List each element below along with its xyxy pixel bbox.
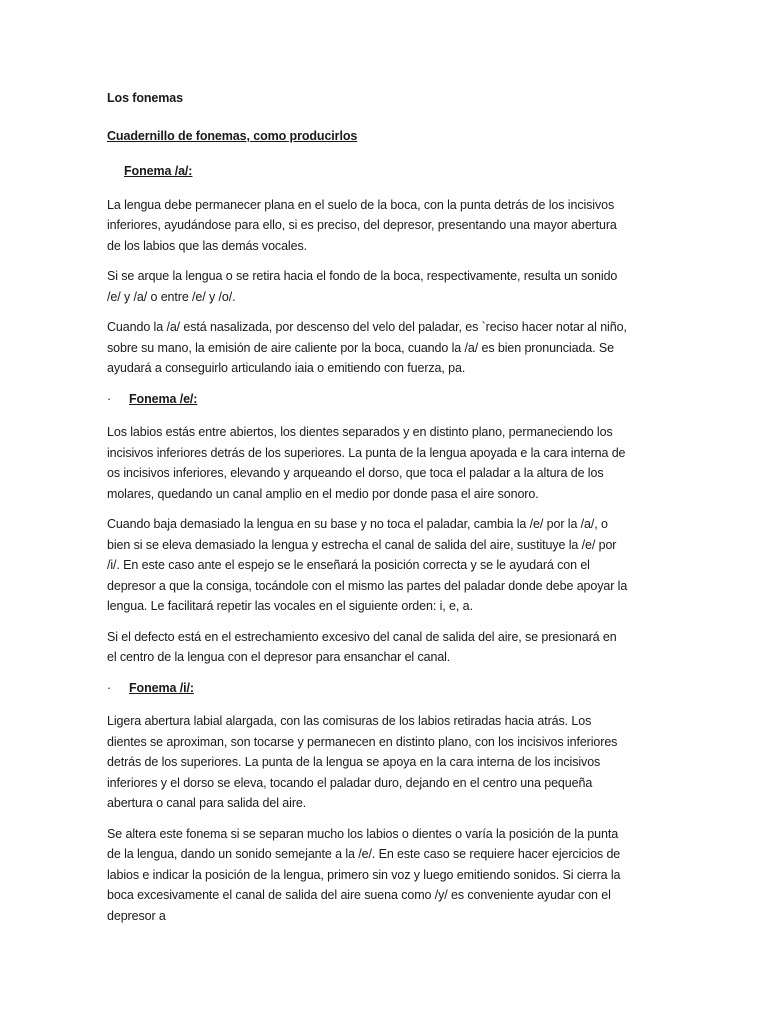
document-subtitle: Cuadernillo de fonemas, como producirlos [107, 128, 358, 143]
paragraph: Ligera abertura labial alargada, con las comisuras de los labios retiradas hacia atrás. Los dientes se aproximan, son tocarse y permanecen en distinto plano, con los incisivos inferiores detrás de los superiores. La punta de la lengua se apoya en la cara interna de los incisivos inferiores y el dorso se eleva, tocando el paladar duro, dejando en el centro una pequeña abertura o canal para salida del aire. [107, 714, 618, 810]
section-heading-i [107, 678, 629, 699]
bullet-marker: · [107, 391, 112, 406]
section-heading-text: Fonema /e/: [129, 391, 198, 406]
section-heading-a [107, 161, 629, 182]
paragraph: Cuando baja demasiado la lengua en su base y no toca el paladar, cambia la /e/ por la /a/, o bien si se eleva demasiado la lengua y estrecha el canal de salida del aire, sustituye la /e/ por /i/. En este caso ante el espejo se le enseñará la posición correcta y se le ayudará con el depresor a que la consiga, tocándole con el mismo las partes del paladar donde debe apoyar la lengua. Le facilitará repetir las vocales en el siguiente orden: i, e, a. [107, 517, 628, 613]
paragraph: Si se arque la lengua o se retira hacia el fondo de la boca, respectivamente, resulta un sonido /e/ y /a/ o entre /e/ y /o/. [107, 269, 618, 304]
bullet-marker: · [107, 680, 112, 695]
paragraph: La lengua debe permanecer plana en el suelo de la boca, con la punta detrás de los incisivos inferiores, ayudándose para ello, si es preciso, del depresor, presentando una mayor abertura de los labios que las demás vocales. [107, 197, 617, 253]
paragraph: Cuando la /a/ está nasalizada, por descenso del velo del paladar, es `reciso hacer notar al niño, sobre su mano, la emisión de aire caliente por la boca, cuando la /a/ es bien pronunciada. Se ayudará a conseguirlo articulando iaia o emitiendo con fuerza, pa. [107, 320, 627, 375]
paragraph: Se altera este fonema si se separan mucho los labios o dientes o varía la posición de la punta de la lengua, dando un sonido semejante a la /e/. En este caso se requiere hacer ejercicios de labios e indicar la posición de la lengua, primero sin voz y luego emitiendo sonidos. Si cierra la boca excesivamente el canal de salida del aire suena como /y/ es conveniente ayudar con el depresor a [107, 826, 621, 923]
section-heading-text: Fonema /a/: [124, 164, 193, 178]
paragraph: Si el defecto está en el estrechamiento excesivo del canal de salida del aire, se presionará en el centro de la lengua con el depresor para ensanchar el canal. [107, 629, 617, 664]
section-heading-text: Fonema /i/: [129, 680, 194, 695]
document-page [107, 88, 629, 936]
section-heading-e [107, 389, 629, 410]
document-title: Los fonemas [107, 91, 183, 105]
paragraph: Los labios estás entre abiertos, los dientes separados y en distinto plano, permaneciendo los incisivos inferiores detrás de los superiores. La punta de la lengua apoyada e la cara interna de os incisivos inferiores, elevando y arqueando el dorso, que toca el paladar a la altura de los molares, quedando un canal amplio en el medio por donde pasa el aire sonoro. [107, 425, 626, 501]
